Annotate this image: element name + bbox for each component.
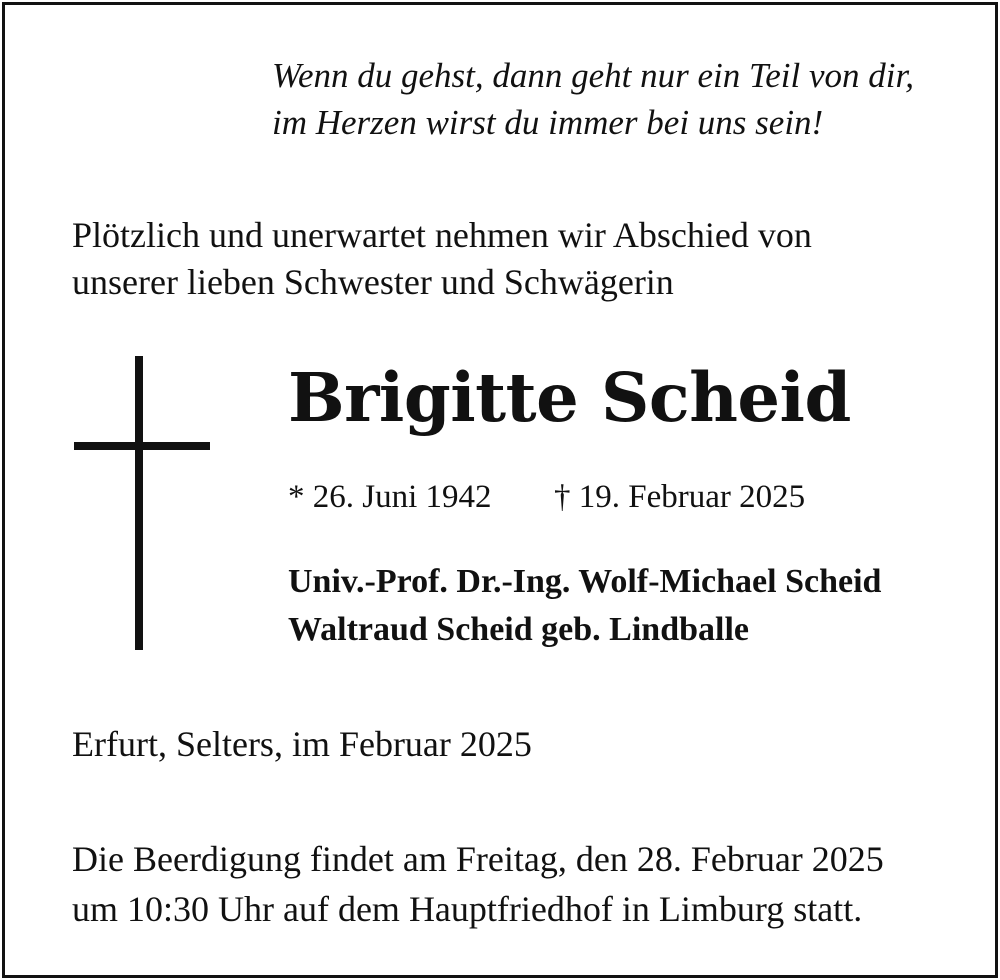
- intro-text: [72, 212, 812, 306]
- motto-quote: [272, 52, 914, 146]
- mourner-2: Waltraud Scheid geb. Lindballe: [288, 611, 749, 648]
- mourner-1: Univ.-Prof. Dr.-Ing. Wolf-Michael Scheid: [288, 563, 882, 600]
- mourners-list: [288, 558, 881, 654]
- life-dates: [288, 474, 806, 520]
- funeral-line-1: Die Beerdigung findet am Freitag, den 28. Februar 2025: [72, 839, 884, 879]
- birth-date: * 26. Juni 1942: [288, 479, 492, 515]
- cross-horizontal-bar: [74, 442, 210, 450]
- intro-line-2: unserer lieben Schwester und Schwägerin: [72, 262, 674, 302]
- cross-vertical-bar: [135, 356, 143, 650]
- funeral-line-2: um 10:30 Uhr auf dem Hauptfriedhof in Limburg statt.: [72, 889, 863, 929]
- deceased-name: Brigitte Scheid: [288, 358, 851, 437]
- intro-line-1: Plötzlich und unerwartet nehmen wir Abschied von: [72, 215, 812, 255]
- motto-line-1: Wenn du gehst, dann geht nur ein Teil von dir,: [272, 56, 914, 95]
- funeral-info: [72, 834, 884, 934]
- place-and-date: Erfurt, Selters, im Februar 2025: [72, 724, 532, 764]
- motto-line-2: im Herzen wirst du immer bei uns sein!: [272, 103, 824, 142]
- notice-border: [2, 2, 998, 978]
- death-date: † 19. Februar 2025: [554, 479, 806, 515]
